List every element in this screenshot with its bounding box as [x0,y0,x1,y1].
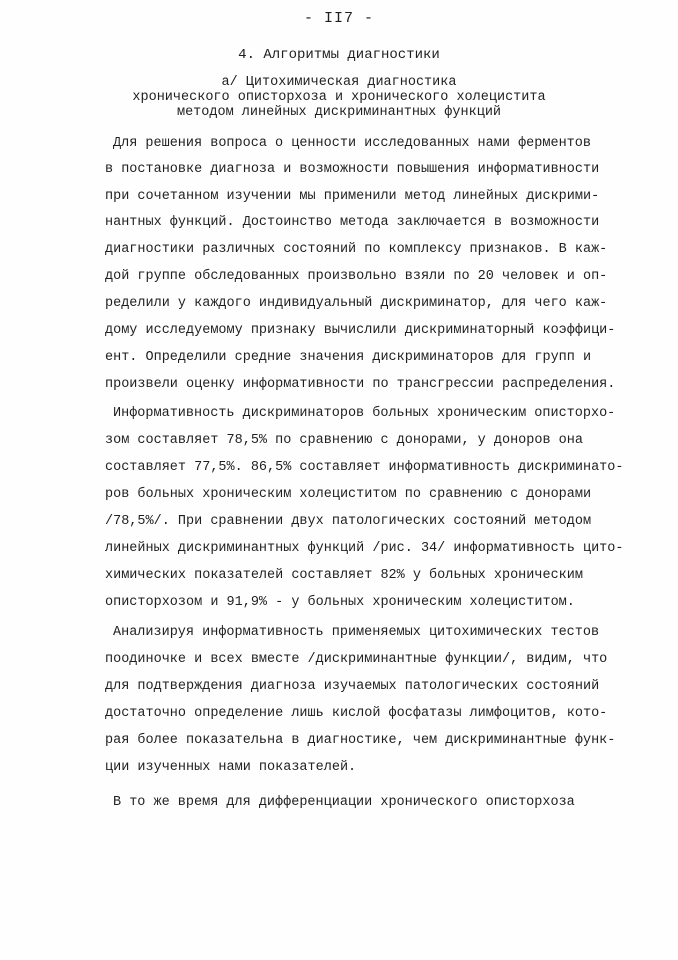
subtitle [0,75,678,120]
text-line: при сочетанном изучении мы применили метод линейных дискрими- [105,189,600,204]
text-line: ент. Определили средние значения дискриминаторов для групп и [105,350,592,365]
text-line: поодиночке и всех вместе /дискриминантные функции/, видим, что [105,652,608,667]
text-line: Информативность дискриминаторов больных хроническим описторхо- [113,406,616,421]
subtitle-line: а/ Цитохимическая диагностика [221,75,457,90]
text-line: нантных функций. Достоинство метода заключается в возможности [105,215,600,230]
text-line: произвели оценку информативности по трансгрессии распределения. [105,377,616,392]
subtitle-line: методом линейных дискриминантных функций [176,105,502,120]
text-line: Анализируя информативность применяемых цитохимических тестов [113,625,600,640]
text-line: описторхозом и 91,9% - у больных хроническим холециститом. [105,595,575,610]
text-line: дой группе обследованных произвольно взяли по 20 человек и оп- [105,269,608,284]
text-line: химических показателей составляет 82% у больных хроническим [105,568,583,583]
section-title: 4. Алгоритмы диагностики [238,47,440,63]
text-line: ределили у каждого индивидуальный дискриминатор, для чего каж- [105,296,608,311]
text-line: дому исследуемому признаку вычислили дискриминаторный коэффици- [105,323,616,338]
text-line: рая более показательна в диагностике, чем дискриминантные функ- [105,733,616,748]
text-line: /78,5%/. При сравнении двух патологических состояний методом [105,514,592,529]
text-line: ции изученных нами показателей. [105,760,357,775]
text-line: в постановке диагноза и возможности повышения информативности [105,162,600,177]
text-line: ров больных хроническим холециститом по сравнению с донорами [105,487,592,502]
text-line: В то же время для дифференциации хронического описторхоза [113,795,575,810]
text-line: составляет 77,5%. 86,5% составляет информативность дискриминато- [105,460,624,475]
text-line: для подтверждения диагноза изучаемых патологических состояний [105,679,600,694]
page-number: - II7 - [303,10,374,27]
text-line: зом составляет 78,5% по сравнению с донорами, у доноров она [105,433,583,448]
text-line: достаточно определение лишь кислой фосфатазы лимфоцитов, кото- [105,706,608,721]
subtitle-line: хронического описторхоза и хронического холецистита [132,90,546,105]
text-line: линейных дискриминантных функций /рис. 34/ информативность цито- [105,541,624,556]
text-line: Для решения вопроса о ценности исследованных нами ферментов [113,136,591,151]
text-line: диагностики различных состояний по комплексу признаков. В каж- [105,242,608,257]
